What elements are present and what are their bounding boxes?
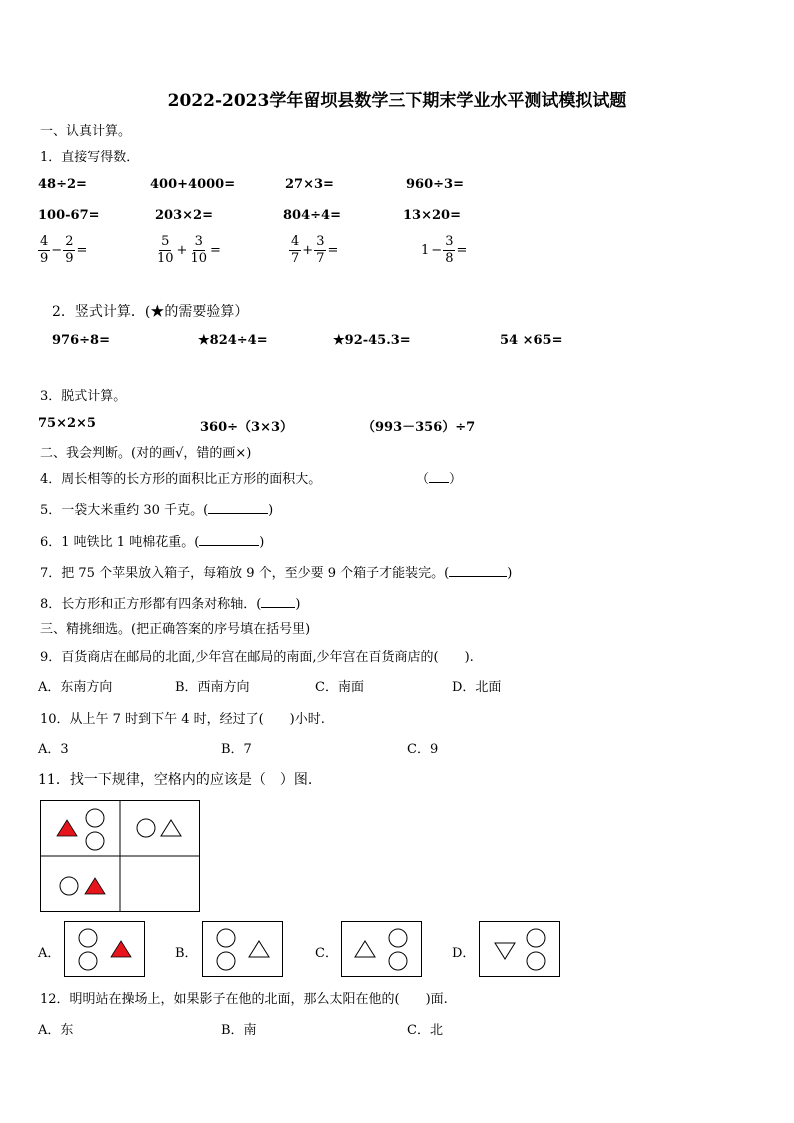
fraction-numerator: 4 <box>40 234 49 249</box>
q10-option-c[interactable]: C．9 <box>407 742 439 757</box>
q2-item-2: ★824÷4= <box>198 333 268 348</box>
fraction-denominator: 10 <box>157 251 174 266</box>
fraction-numerator: 3 <box>316 234 325 249</box>
q1-r2-c2: 203×2= <box>155 208 213 223</box>
section-1-heading: 一、认真计算。 <box>40 124 132 139</box>
q10-option-b[interactable]: B．7 <box>221 742 252 757</box>
q11-option-b-label[interactable]: B． <box>175 946 198 961</box>
paren-right: ) <box>268 503 274 518</box>
q2-label: 2．竖式计算．(★的需要验算） <box>52 304 249 320</box>
q12-option-a[interactable]: A．东 <box>38 1023 74 1038</box>
paren-right: ) <box>259 535 265 550</box>
operator: − <box>51 243 63 258</box>
q1-r2-c1: 100-67= <box>38 208 100 223</box>
fraction-numerator: 5 <box>161 234 170 249</box>
circle-icon <box>389 929 407 947</box>
fraction-denominator: 10 <box>190 251 207 266</box>
operator: + <box>176 243 188 258</box>
equals: = <box>210 243 221 258</box>
answer-blank[interactable] <box>449 564 507 577</box>
q8-question <box>40 593 300 612</box>
q1-r1-c2: 400+4000= <box>150 177 236 192</box>
circle-icon <box>86 809 104 827</box>
q1-r2-c4: 13×20= <box>403 208 461 223</box>
equals: = <box>327 243 339 258</box>
circle-icon <box>389 952 407 970</box>
answer-blank <box>429 470 449 483</box>
fraction-numerator: 4 <box>291 234 300 249</box>
q5-question <box>40 499 273 518</box>
q7-text: 7．把 75 个苹果放入箱子，每箱放 9 个，至少要 9 个箱子才能装完。( <box>40 566 450 581</box>
q3-item-2: 360÷（3×3） <box>200 420 294 435</box>
paren-right: ) <box>507 566 513 581</box>
paren-right: ） <box>449 472 463 487</box>
fraction-denominator: 9 <box>40 251 49 266</box>
circle-icon <box>86 832 104 850</box>
circle-icon <box>527 952 545 970</box>
triangle-icon <box>249 941 269 957</box>
equals: = <box>76 243 88 258</box>
triangle-icon-red <box>111 941 131 957</box>
q1-r1-c1: 48÷2= <box>38 177 87 192</box>
page-title: 2022-2023学年留坝县数学三下期末学业水平测试模拟试题 <box>167 91 627 111</box>
q12-option-b[interactable]: B．南 <box>221 1023 257 1038</box>
operator: + <box>302 243 314 258</box>
q2-item-1: 976÷8= <box>52 333 110 348</box>
answer-blank[interactable] <box>208 501 268 514</box>
q11-option-b-figure[interactable] <box>202 921 284 978</box>
q11-option-a-label[interactable]: A． <box>38 946 61 961</box>
q3-item-1: 75×2×5 <box>38 416 96 431</box>
section-3-heading: 三、精挑细选。(把正确答案的序号填在括号里) <box>40 622 311 637</box>
q9-option-d[interactable]: D．北面 <box>452 680 502 695</box>
q1-r1-c4: 960÷3= <box>406 177 464 192</box>
fraction-denominator: 9 <box>65 251 74 266</box>
fraction-numerator: 3 <box>445 234 454 249</box>
fraction-denominator: 7 <box>291 251 300 266</box>
q1-fraction-3 <box>289 234 339 267</box>
section-2-heading: 二、我会判断。(对的画√，错的画×) <box>40 446 252 461</box>
q2-item-3: ★92-45.3= <box>333 333 411 348</box>
fraction-denominator: 8 <box>445 251 454 266</box>
circle-icon <box>217 952 235 970</box>
circle-icon <box>79 929 97 947</box>
circle-icon <box>60 877 78 895</box>
q11-option-c-label[interactable]: C． <box>315 946 338 961</box>
q3-label: 3．脱式计算。 <box>40 389 127 404</box>
q11-pattern-grid <box>40 800 202 914</box>
q1-fraction-1 <box>38 234 88 267</box>
answer-blank[interactable] <box>261 595 295 608</box>
q9-option-b[interactable]: B．西南方向 <box>175 680 250 695</box>
q1-fraction-4 <box>420 234 468 267</box>
q10-text: 10．从上午 7 时到下午 4 时，经过了( )小时. <box>40 712 325 727</box>
q11-option-a-figure[interactable] <box>64 921 146 978</box>
answer-blank[interactable] <box>199 533 259 546</box>
equals: = <box>456 243 468 258</box>
q6-text: 6．1 吨铁比 1 吨棉花重。( <box>40 535 200 550</box>
q12-text: 12．明明站在操场上，如果影子在他的北面，那么太阳在他的( )面. <box>40 992 448 1007</box>
fraction-numerator: 2 <box>65 234 74 249</box>
circle-icon <box>137 819 155 837</box>
triangle-icon-red <box>85 878 105 894</box>
q1-r1-c3: 27×3= <box>285 177 334 192</box>
q11-text: 11．找一下规律，空格内的应该是（ ）图. <box>38 772 313 788</box>
triangle-icon <box>355 941 375 957</box>
whole-number: 1 <box>421 243 430 258</box>
q9-text: 9．百货商店在邮局的北面,少年宫在邮局的南面,少年宫在百货商店的( ). <box>40 650 474 665</box>
q4-answer[interactable] <box>416 468 462 487</box>
q11-option-c-figure[interactable] <box>341 921 423 978</box>
q9-option-a[interactable]: A．东南方向 <box>38 680 113 695</box>
q8-text: 8．长方形和正方形都有四条对称轴．( <box>40 597 262 612</box>
q9-option-c[interactable]: C．南面 <box>315 680 364 695</box>
q10-option-a[interactable]: A．3 <box>38 742 69 757</box>
q1-fraction-2 <box>155 234 222 267</box>
fraction-denominator: 7 <box>316 251 325 266</box>
paren-left: （ <box>416 472 430 487</box>
q5-text: 5．一袋大米重约 30 千克。( <box>40 503 209 518</box>
circle-icon <box>527 929 545 947</box>
q11-option-d-label[interactable]: D． <box>452 946 476 961</box>
q2-item-4: 54 ×65= <box>500 333 563 348</box>
fraction-numerator: 3 <box>194 234 203 249</box>
paren-right: ) <box>295 597 301 612</box>
operator: − <box>431 243 443 258</box>
inverted-triangle-icon <box>495 943 515 959</box>
q7-question <box>40 562 512 581</box>
triangle-icon <box>161 820 181 836</box>
q3-item-3: （993－356）÷7 <box>362 420 476 435</box>
triangle-icon-red <box>57 820 77 836</box>
q1-label: 1．直接写得数． <box>40 150 140 165</box>
q1-r2-c3: 804÷4= <box>283 208 341 223</box>
q12-option-c[interactable]: C．北 <box>407 1023 443 1038</box>
circle-icon <box>217 929 235 947</box>
circle-icon <box>79 952 97 970</box>
q6-question <box>40 531 264 550</box>
q11-option-d-figure[interactable] <box>479 921 561 978</box>
q4-text: 4．周长相等的长方形的面积比正方形的面积大。 <box>40 472 322 487</box>
